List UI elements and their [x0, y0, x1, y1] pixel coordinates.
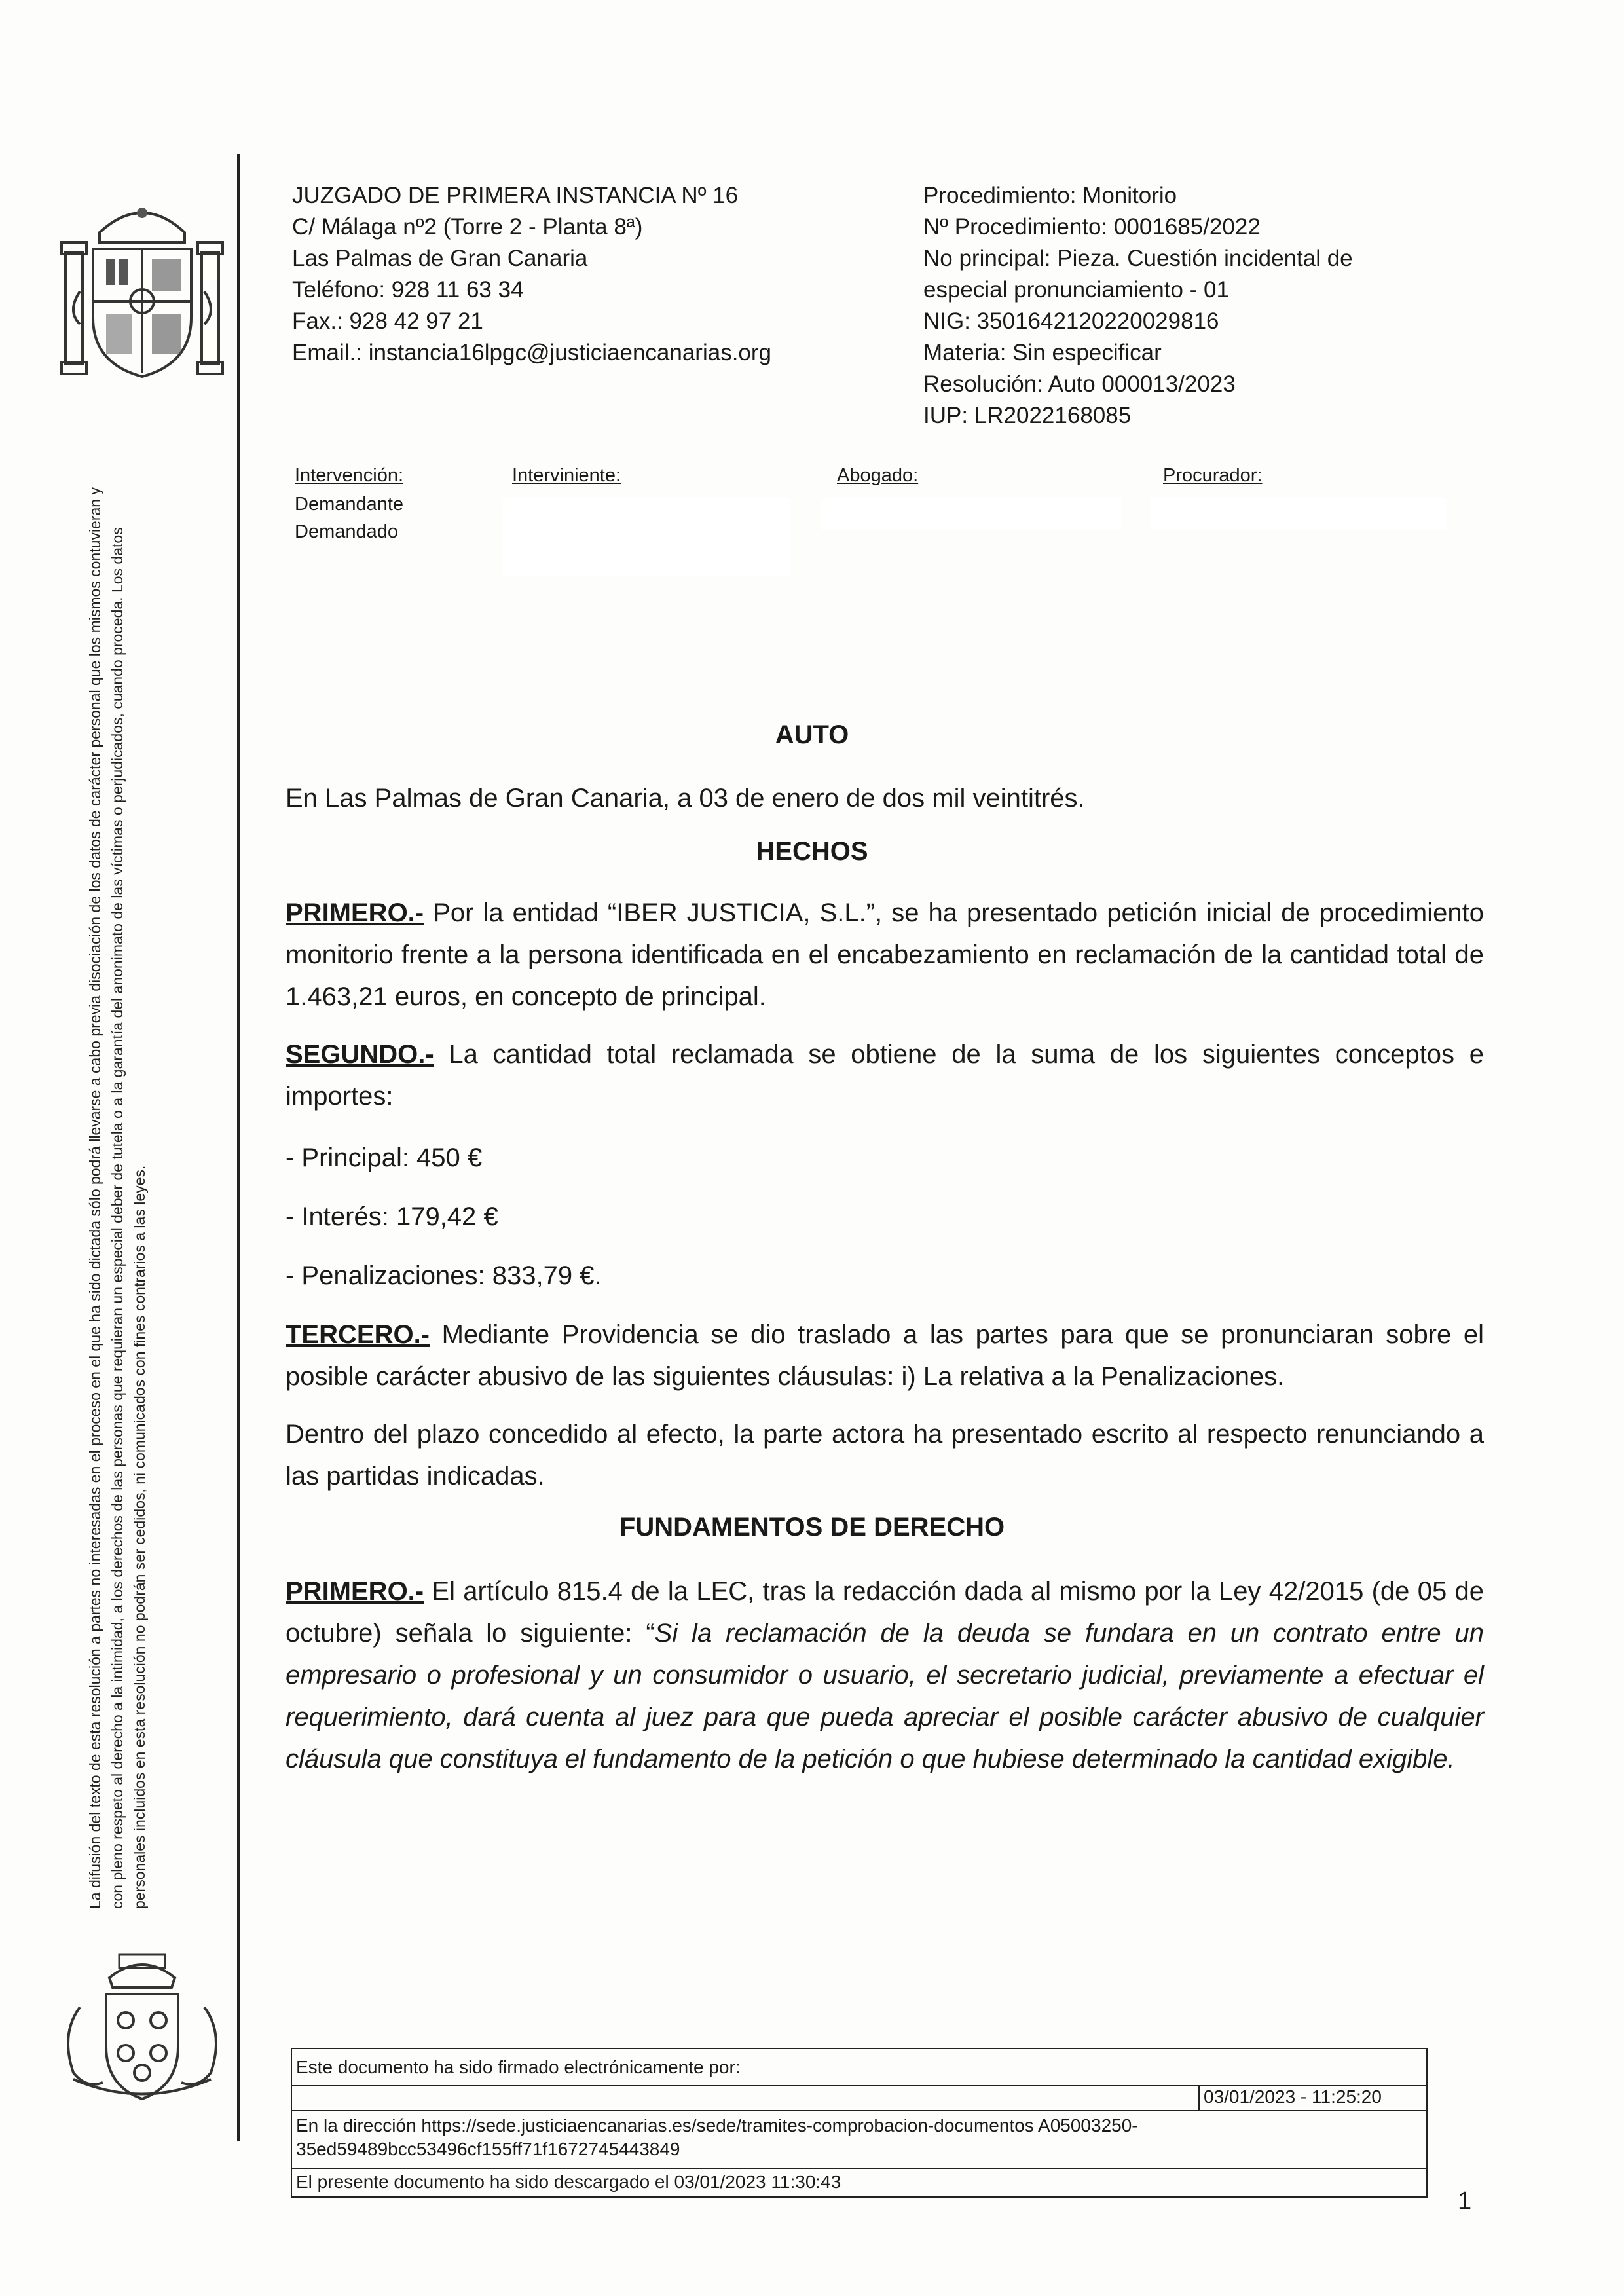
page-number: 1 — [1458, 2187, 1472, 2215]
doc-title: AUTO — [775, 720, 849, 749]
fundamentos-primero-label: PRIMERO.- — [286, 1577, 424, 1606]
court-address: C/ Málaga nº2 (Torre 2 - Planta 8ª) — [292, 214, 643, 240]
hechos-primero — [286, 892, 1484, 1018]
hechos-segundo — [286, 1033, 1484, 1117]
hechos-title: HECHOS — [756, 837, 868, 866]
place-date: En Las Palmas de Gran Canaria, a 03 de enero de dos mil veintitrés. — [286, 784, 1085, 813]
procedure-principal: No principal: Pieza. Cuestión incidental de — [923, 246, 1353, 271]
court-name: JUZGADO DE PRIMERA INSTANCIA Nº 16 — [292, 183, 739, 208]
procedure-principal-cont: especial pronunciamiento - 01 — [923, 277, 1229, 303]
importe-interes: - Interés: 179,42 € — [286, 1202, 498, 1231]
spain-coat-of-arms-icon — [54, 193, 231, 383]
redacted-abogado — [821, 498, 1122, 530]
procedure-type: Procedimiento: Monitorio — [923, 183, 1177, 208]
parties-header-procurador: Procurador: — [1163, 465, 1263, 486]
parties-header-abogado: Abogado: — [837, 465, 919, 486]
verification-address-line2: 35ed59489bcc53496cf155ff71f1672745443849 — [296, 2139, 680, 2159]
party-role-demandado: Demandado — [295, 521, 398, 542]
procedure-number: Nº Procedimiento: 0001685/2022 — [923, 214, 1261, 240]
fundamentos-primero-text: El artículo 815.4 de la LEC, tras la redacción dada al mismo por la Ley 42/2015 (de 05 de octubre) señala lo siguiente: “ — [286, 1577, 1484, 1648]
signed-by-label: Este documento ha sido firmado electrónicamente por: — [296, 2057, 741, 2077]
parties-header-interviniente: Interviniente: — [512, 465, 621, 486]
download-notice: El presente documento ha sido descargado el 03/01/2023 11:30:43 — [296, 2172, 841, 2192]
parties-header-intervencion: Intervención: — [295, 465, 404, 486]
signature-date: 03/01/2023 - 11:25:20 — [1204, 2086, 1382, 2107]
fundamentos-primero-quote: Si la reclamación de la deuda se fundara en un contrato entre un empresario o profesional y un consumidor o usuario, el secretario judicial, previamente a efectuar el requerimiento, dará cuenta al juez para que pueda apreciar el posible carácter abusivo de cualquier cláusula que constituya el fundamento de la petición o que hubiese determinado la cantidad exigible. — [286, 1619, 1484, 1773]
hechos-primero-label: PRIMERO.- — [286, 898, 424, 927]
court-city: Las Palmas de Gran Canaria — [292, 246, 588, 271]
procedure-nig: NIG: 3501642120220029816 — [923, 308, 1219, 334]
procedure-resolution: Resolución: Auto 000013/2023 — [923, 371, 1236, 397]
hechos-tercero-text: Mediante Providencia se dio traslado a las partes para que se pronunciaran sobre el posible carácter abusivo de las siguientes cláusulas: i) La relativa a la Penalizaciones. — [286, 1320, 1484, 1391]
hechos-tercero — [286, 1314, 1484, 1398]
importe-principal: - Principal: 450 € — [286, 1143, 483, 1172]
importe-penalizaciones: - Penalizaciones: 833,79 €. — [286, 1261, 602, 1290]
signature-box — [291, 2048, 1428, 2198]
court-fax: Fax.: 928 42 97 21 — [292, 308, 483, 334]
court-header — [292, 180, 881, 369]
hechos-segundo-label: SEGUNDO.- — [286, 1040, 434, 1069]
hechos-segundo-text: La cantidad total reclamada se obtiene de la suma de los siguientes conceptos e importes: — [286, 1040, 1484, 1111]
fundamentos-title: FUNDAMENTOS DE DERECHO — [619, 1513, 1005, 1542]
court-phone: Teléfono: 928 11 63 34 — [292, 277, 524, 303]
fundamentos-primero — [286, 1570, 1484, 1780]
verification-address-line1: En la dirección https://sede.justiciaencanarias.es/sede/tramites-comprobacion-documentos A05003250- — [296, 2115, 1138, 2136]
party-role-demandante: Demandante — [295, 494, 404, 515]
hechos-tercero-paragraph2: Dentro del plazo concedido al efecto, la parte actora ha presentado escrito al respecto renunciando a las partidas indicadas. — [286, 1420, 1484, 1491]
court-email: Email.: instancia16lpgc@justiciaencanarias.org — [292, 340, 772, 365]
hechos-tercero-label: TERCERO.- — [286, 1320, 430, 1349]
margin-vertical-line — [237, 154, 240, 2141]
privacy-notice: La difusión del texto de esta resolución a partes no interesadas en el proceso en el que ha sido dictada sólo podrá llevarse a cabo previa disociación de los datos de carácter personal que los mismos contuvieran y con pleno respeto al derecho a la intimidad, a los derechos de las personas que requieran un especial deber de tutela o a la garantía del anonimato de las víctimas o perjudicados, cuando proceda. Los datos personales incluidos en esta resolución no podrán ser cedidos, ni comunicados con fines contrarios a las leyes. — [86, 487, 148, 1909]
canarias-coat-of-arms-icon — [54, 1948, 231, 2112]
redacted-interviniente — [503, 498, 791, 576]
procedure-materia: Materia: Sin especificar — [923, 340, 1162, 365]
hechos-primero-text: Por la entidad “IBER JUSTICIA, S.L.”, se ha presentado petición inicial de procedimiento monitorio frente a la persona identificada en el encabezamiento en reclamación de la cantidad total de 1.463,21 euros, en concepto de principal. — [286, 898, 1484, 1011]
procedure-header — [923, 180, 1460, 432]
redacted-procurador — [1150, 498, 1447, 530]
procedure-iup: IUP: LR2022168085 — [923, 403, 1132, 428]
